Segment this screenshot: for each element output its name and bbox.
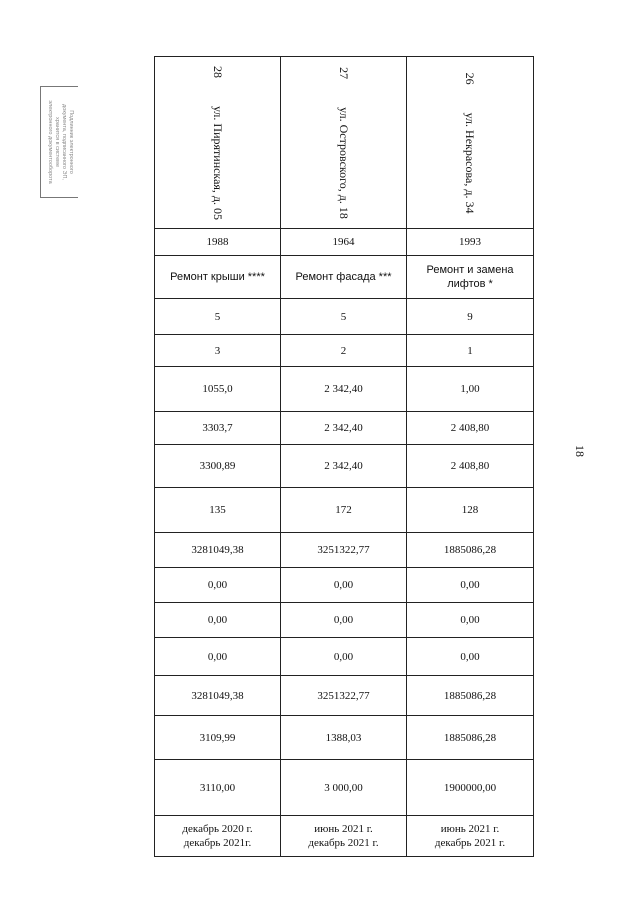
table-cell: 0,00: [407, 568, 534, 603]
row-number: 26: [463, 72, 477, 85]
table-cell: 1900000,00: [407, 760, 534, 816]
table-cell: 2: [281, 335, 407, 367]
table-cell: 0,00: [281, 603, 407, 638]
table-cell: 1,00: [407, 367, 534, 412]
table-cell: 1993: [407, 229, 534, 256]
stamp-line: документа, подписанного ЭП,: [60, 104, 67, 180]
table-cell: 3: [155, 335, 281, 367]
address: ул. Некрасова, д. 34: [463, 112, 477, 213]
date-start: декабрь 2020 г.: [182, 823, 253, 835]
date-end: декабрь 2021 г.: [434, 837, 506, 849]
table-cell: 1: [407, 335, 534, 367]
table-row: [155, 533, 534, 568]
table-cell: 3303,7: [155, 412, 281, 445]
date-start: июнь 2021 г.: [440, 823, 500, 835]
table-cell: Ремонт и замена лифтов *: [407, 256, 534, 299]
date-cell: [155, 816, 281, 857]
table-row: [155, 638, 534, 676]
table-cell: 2 342,40: [281, 367, 407, 412]
table-row: [155, 603, 534, 638]
table-row-header: [155, 57, 534, 229]
header-cell: [155, 57, 281, 229]
table-cell: 0,00: [155, 568, 281, 603]
table-cell: 0,00: [407, 603, 534, 638]
table-row: [155, 412, 534, 445]
header-cell: [407, 57, 534, 229]
table-cell: 1885086,28: [407, 716, 534, 760]
date-end: декабрь 2021г.: [183, 837, 252, 849]
electronic-signature-stamp: [40, 86, 78, 198]
table-cell: 3110,00: [155, 760, 281, 816]
table-cell: 9: [407, 299, 534, 335]
address: ул. Пирятинская, д. 05: [210, 105, 225, 220]
table-cell: 5: [281, 299, 407, 335]
table-row: [155, 676, 534, 716]
date-end: декабрь 2021 г.: [308, 837, 379, 849]
stamp-line: Подлинник электронного: [67, 110, 74, 174]
table-cell: 1885086,28: [407, 533, 534, 568]
table-cell: 1055,0: [155, 367, 281, 412]
row-number: 27: [336, 66, 351, 79]
table-row: [155, 488, 534, 533]
page-number: 18: [573, 445, 587, 457]
table-cell: 2 408,80: [407, 445, 534, 488]
date-cell: [407, 816, 534, 857]
table-cell: 1988: [155, 229, 281, 256]
table-cell: 2 408,80: [407, 412, 534, 445]
table-cell: 1388,03: [281, 716, 407, 760]
table-cell: 3281049,38: [155, 533, 281, 568]
table-row: [155, 445, 534, 488]
table-cell: 0,00: [407, 638, 534, 676]
table-row: [155, 716, 534, 760]
table-cell: 128: [407, 488, 534, 533]
table-cell: 2 342,40: [281, 445, 407, 488]
stamp-line: электронного документооборота: [46, 100, 53, 184]
table-cell: 1885086,28: [407, 676, 534, 716]
table-row: [155, 568, 534, 603]
table-cell: 3109,99: [155, 716, 281, 760]
table-cell: 0,00: [281, 568, 407, 603]
table-cell: 172: [281, 488, 407, 533]
table-cell: 2 342,40: [281, 412, 407, 445]
table-cell: 0,00: [155, 603, 281, 638]
table-row-dates: [155, 816, 534, 857]
header-cell: [281, 57, 407, 229]
table-cell: Ремонт крыши ****: [155, 256, 281, 299]
table-cell: 1964: [281, 229, 407, 256]
address: ул. Островского, д. 18: [336, 106, 351, 219]
table-cell: Ремонт фасада ***: [281, 256, 407, 299]
table-cell: 3251322,77: [281, 533, 407, 568]
date-cell: [281, 816, 407, 857]
table-cell: 0,00: [155, 638, 281, 676]
table-cell: 3281049,38: [155, 676, 281, 716]
table-row: [155, 367, 534, 412]
table-row: [155, 229, 534, 256]
table-row: [155, 760, 534, 816]
repair-schedule-table: [154, 56, 534, 857]
date-start: июнь 2021 г.: [314, 823, 373, 835]
table-row: [155, 335, 534, 367]
table-cell: 0,00: [281, 638, 407, 676]
table-cell: 5: [155, 299, 281, 335]
table-cell: 3 000,00: [281, 760, 407, 816]
table-cell: 3251322,77: [281, 676, 407, 716]
row-number: 28: [210, 65, 225, 78]
table-row: [155, 256, 534, 299]
stamp-line: хранится в системе: [53, 116, 60, 168]
table-cell: 3300,89: [155, 445, 281, 488]
table-cell: 135: [155, 488, 281, 533]
table-row: [155, 299, 534, 335]
